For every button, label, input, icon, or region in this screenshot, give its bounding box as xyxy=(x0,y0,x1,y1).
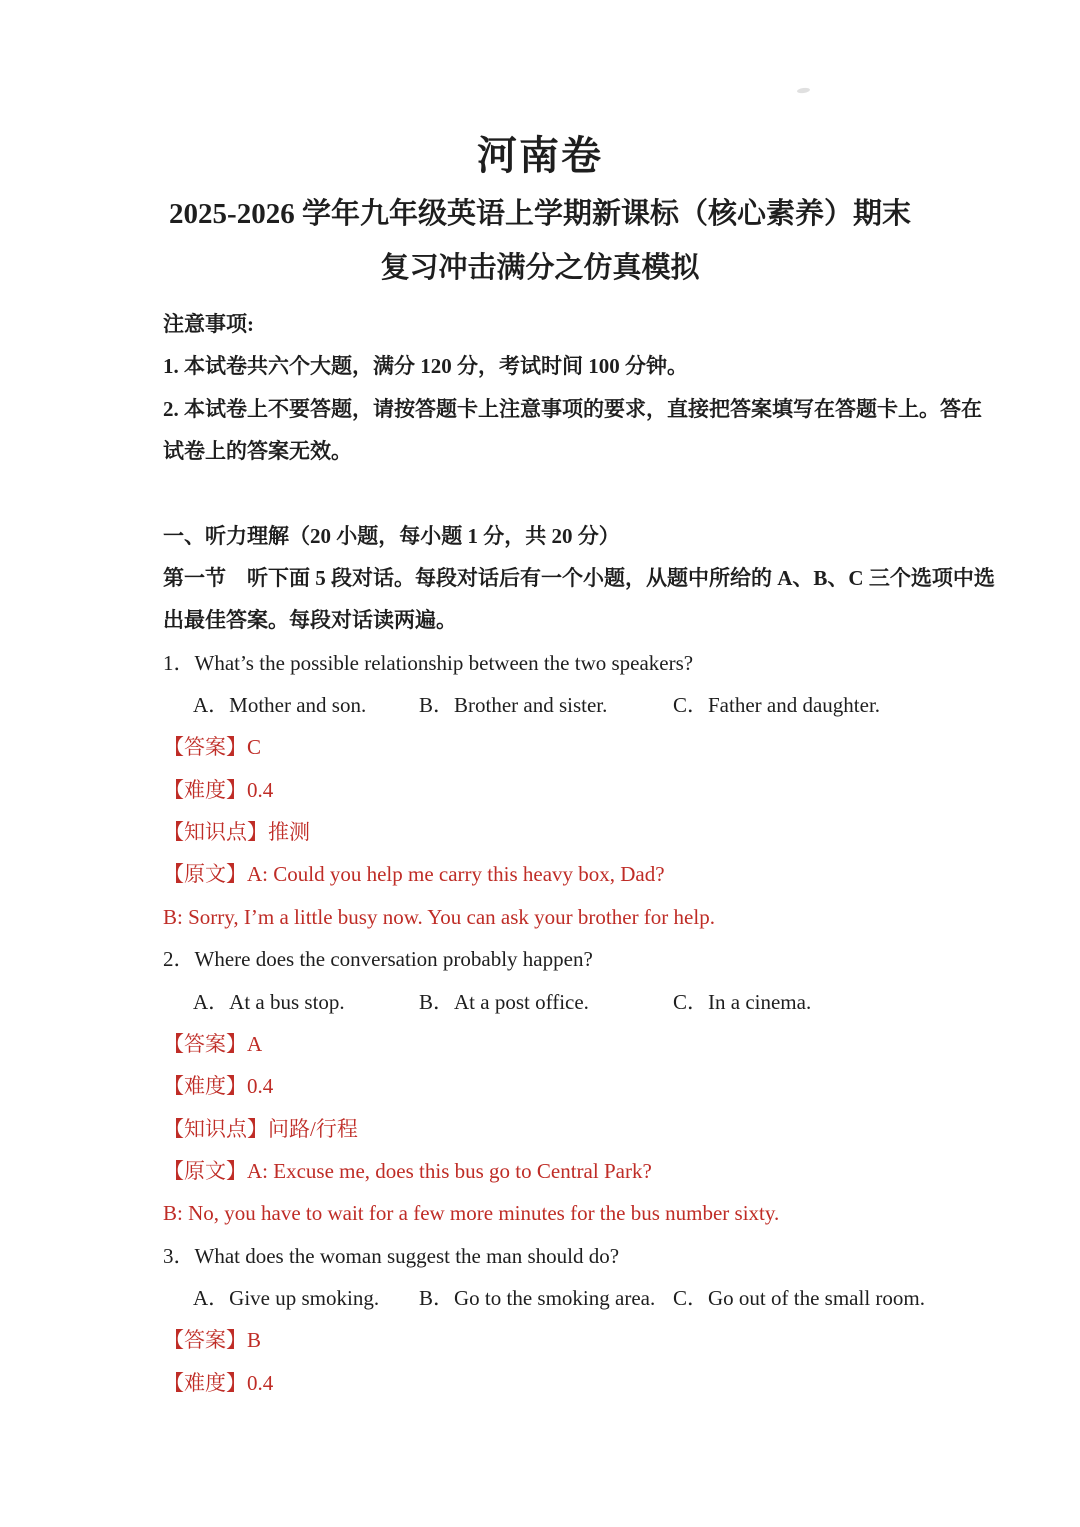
question-2-difficulty-line xyxy=(163,1065,935,1107)
difficulty-label: 【难度】 xyxy=(163,1370,247,1395)
question-1-options xyxy=(163,684,935,726)
answer-label: 【答案】 xyxy=(163,735,247,760)
answer-label: 【答案】 xyxy=(163,1328,247,1353)
knowledge-value: 问路/行程 xyxy=(268,1116,358,1141)
question-2-source-line-b: B: No, you have to wait for a few more minutes for the bus number sixty. xyxy=(163,1201,780,1226)
page-subtitle-line2: 复习冲击满分之仿真模拟 xyxy=(380,252,700,284)
question-2-source-line-a xyxy=(163,1150,935,1192)
question-1-answer-line xyxy=(163,726,935,768)
question-2-answer-line xyxy=(163,1023,935,1065)
difficulty-value: 0.4 xyxy=(247,1370,274,1395)
answer-label: 【答案】 xyxy=(163,1031,247,1056)
question-3-option-a: A．Give up smoking. xyxy=(193,1285,380,1310)
question-2-options xyxy=(163,981,935,1023)
answer-value: B xyxy=(247,1328,262,1353)
blank-spacer-line xyxy=(163,472,935,514)
difficulty-label: 【难度】 xyxy=(163,1074,247,1099)
notes-heading: 注意事项: xyxy=(163,312,254,336)
difficulty-value: 0.4 xyxy=(247,777,274,802)
question-1-source-line-b: B: Sorry, I’m a little busy now. You can ask your brother for help. xyxy=(163,904,715,929)
source-label: 【原文】 xyxy=(163,1158,247,1183)
question-1-knowledge-line xyxy=(163,811,935,853)
knowledge-label: 【知识点】 xyxy=(163,820,268,845)
question-3-difficulty-line xyxy=(163,1362,935,1404)
document-body xyxy=(163,303,995,1404)
answer-value: C xyxy=(247,735,262,760)
difficulty-value: 0.4 xyxy=(247,1074,274,1099)
question-1-difficulty-line xyxy=(163,769,935,811)
question-3-options xyxy=(163,1277,935,1319)
note-item-2-continued: 试卷上的答案无效。 xyxy=(163,439,352,464)
section-heading: 一、听力理解（20 小题，每小题 1 分，共 20 分） xyxy=(163,523,620,548)
question-2-option-c: C．In a cinema. xyxy=(673,989,812,1014)
knowledge-value: 推测 xyxy=(268,820,310,845)
question-3-answer-line xyxy=(163,1319,935,1361)
question-3-option-b: B．Go to the smoking area. xyxy=(419,1285,656,1310)
difficulty-label: 【难度】 xyxy=(163,777,247,802)
page-subtitle-line1: 2025-2026 学年九年级英语上学期新课标（核心素养）期末 xyxy=(169,198,911,230)
page-title: 河南卷 xyxy=(477,133,603,178)
question-2-text: 2．Where does the conversation probably happen? xyxy=(163,947,593,972)
question-1-option-b: B．Brother and sister. xyxy=(419,693,608,718)
section-instruction-line2: 出最佳答案。每段对话读两遍。 xyxy=(163,608,457,633)
question-3-text: 3．What does the woman suggest the man should do? xyxy=(163,1243,620,1268)
section-instruction-line1: 第一节 听下面 5 段对话。每段对话后有一个小题，从题中所给的 A、B、C 三个选项中选 xyxy=(163,566,995,591)
source-label: 【原文】 xyxy=(163,862,247,887)
question-1-text: 1．What’s the possible relationship between the two speakers? xyxy=(163,650,694,675)
answer-value: A xyxy=(247,1031,263,1056)
note-item-1: 1. 本试卷共六个大题，满分 120 分，考试时间 100 分钟。 xyxy=(163,354,688,379)
question-2-option-a: A．At a bus stop. xyxy=(193,989,345,1014)
question-3-option-c: C．Go out of the small room. xyxy=(673,1285,925,1310)
question-1-source-line-a xyxy=(163,853,935,895)
question-2-knowledge-line xyxy=(163,1108,935,1150)
note-item-2: 2. 本试卷上不要答题，请按答题卡上注意事项的要求，直接把答案填写在答题卡上。答在 xyxy=(163,396,982,421)
question-2-option-b: B．At a post office. xyxy=(419,989,589,1014)
source-text-a: A: Could you help me carry this heavy box, Dad? xyxy=(247,862,665,887)
question-1-option-a: A．Mother and son. xyxy=(193,693,367,718)
knowledge-label: 【知识点】 xyxy=(163,1116,268,1141)
question-1-option-c: C．Father and daughter. xyxy=(673,693,881,718)
source-text-a: A: Excuse me, does this bus go to Central Park? xyxy=(247,1158,652,1183)
